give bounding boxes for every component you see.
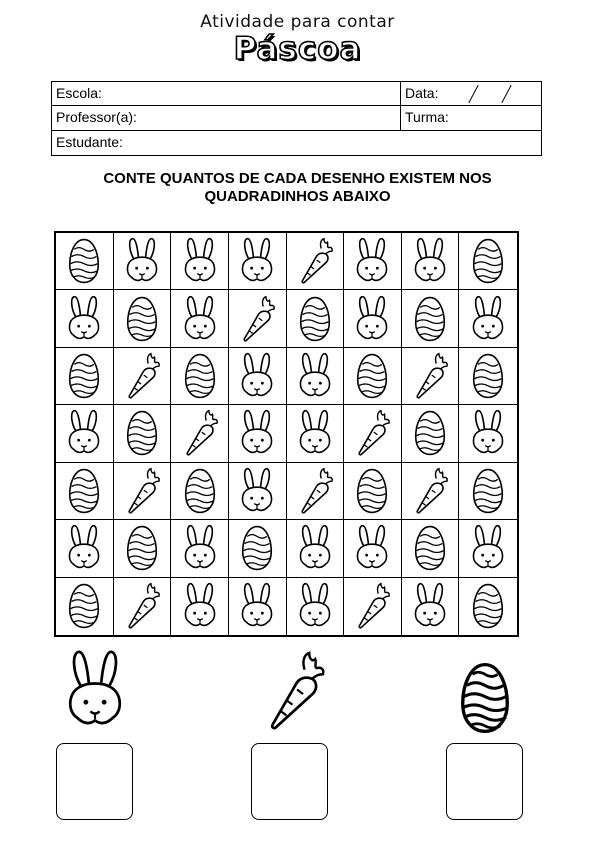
bunny-icon [234,351,280,401]
egg-icon [407,294,453,344]
bunny-icon [234,408,280,458]
grid-cell [459,290,517,347]
grid-cell [287,290,345,347]
grid-cell [344,348,402,405]
bunny-icon [349,523,395,573]
egg-icon [119,408,165,458]
grid-cell [171,290,229,347]
instruction-line: CONTE QUANTOS DE CADA DESENHO EXISTEM NOS [103,170,492,187]
grid-cell [402,348,460,405]
grid-cell [114,463,172,520]
date-field[interactable] [401,82,541,105]
grid-cell [344,290,402,347]
grid-cell [229,348,287,405]
grid-cell [171,463,229,520]
egg-icon [61,466,107,516]
grid-cell [402,578,460,635]
date-separator [468,85,478,103]
bunny-icon [465,408,511,458]
grid-cell [287,463,345,520]
carrot-icon [119,466,165,516]
carrot-icon [349,581,395,631]
bunny-icon [465,294,511,344]
grid-cell [344,233,402,290]
counting-grid [54,231,519,637]
grid-cell [287,578,345,635]
student-field[interactable]: Estudante: [56,133,123,150]
class-field[interactable]: Turma: [405,109,449,126]
bunny-icon [61,408,107,458]
grid-cell [344,405,402,462]
carrot-icon [407,351,453,401]
bunny-icon [349,294,395,344]
legend-bunny [60,645,130,739]
teacher-field[interactable]: Professor(a): [52,106,401,129]
egg-icon [407,408,453,458]
grid-cell [114,233,172,290]
carrot-icon [119,581,165,631]
grid-cell [229,405,287,462]
egg-icon [465,466,511,516]
grid-cell [287,405,345,462]
egg-icon [465,351,511,401]
answer-box-bunny[interactable] [56,743,133,820]
grid-cell [229,520,287,577]
grid-cell [344,578,402,635]
egg-icon [177,351,223,401]
grid-cell [459,233,517,290]
grid-cell [229,290,287,347]
egg-icon [177,466,223,516]
grid-cell [459,405,517,462]
egg-icon [453,658,517,738]
grid-cell [287,348,345,405]
page-subtitle: Atividade para contar [200,12,395,32]
bunny-icon [177,581,223,631]
grid-cell [56,290,114,347]
grid-cell [114,520,172,577]
page-title: Páscoa [233,31,362,67]
grid-cell [459,578,517,635]
bunny-icon [292,408,338,458]
egg-icon [407,523,453,573]
bunny-icon [177,294,223,344]
grid-cell [402,405,460,462]
carrot-icon [292,466,338,516]
bunny-icon [234,466,280,516]
egg-icon [119,294,165,344]
egg-icon [119,523,165,573]
grid-cell [402,520,460,577]
grid-cell [171,520,229,577]
grid-cell [171,233,229,290]
bunny-icon [234,236,280,286]
carrot-icon [234,294,280,344]
grid-cell [287,520,345,577]
bunny-icon [177,236,223,286]
bunny-icon [292,523,338,573]
bunny-icon [61,523,107,573]
carrot-icon [407,466,453,516]
student-info-form [51,81,542,156]
grid-cell [402,233,460,290]
instruction [0,170,595,206]
grid-cell [229,463,287,520]
bunny-icon [407,236,453,286]
form-row-teacher [52,106,541,130]
grid-cell [56,233,114,290]
egg-icon [349,466,395,516]
bunny-icon [292,581,338,631]
egg-icon [61,581,107,631]
bunny-icon [407,581,453,631]
date-separator [501,85,511,103]
grid-cell [114,348,172,405]
egg-icon [465,236,511,286]
legend-carrot [259,645,329,741]
bunny-icon [61,294,107,344]
bunny-icon [119,236,165,286]
carrot-icon [119,351,165,401]
egg-icon [465,581,511,631]
grid-cell [402,463,460,520]
bunny-icon [465,523,511,573]
form-row-student [52,131,541,155]
form-row-school [52,82,541,106]
instruction-line: QUADRADINHOS ABAIXO [204,188,391,205]
grid-cell [229,233,287,290]
answer-box-carrot[interactable] [251,743,328,820]
grid-cell [171,405,229,462]
bunny-icon [292,351,338,401]
school-field[interactable]: Escola: [52,82,401,105]
bunny-icon [234,581,280,631]
grid-cell [56,348,114,405]
grid-cell [171,348,229,405]
legend-egg [453,658,517,742]
grid-cell [114,405,172,462]
grid-cell [56,520,114,577]
bunny-icon [60,645,130,735]
egg-icon [234,523,280,573]
date-label: Data: [405,85,439,101]
grid-cell [114,578,172,635]
carrot-icon [292,236,338,286]
grid-cell [459,463,517,520]
grid-cell [344,463,402,520]
egg-icon [61,351,107,401]
egg-icon [292,294,338,344]
egg-icon [61,236,107,286]
answer-box-egg[interactable] [446,743,523,820]
grid-cell [114,290,172,347]
carrot-icon [349,408,395,458]
grid-cell [459,520,517,577]
grid-cell [56,405,114,462]
grid-cell [287,233,345,290]
grid-cell [229,578,287,635]
grid-cell [402,290,460,347]
bunny-icon [349,236,395,286]
grid-cell [56,463,114,520]
bunny-icon [177,523,223,573]
carrot-icon [177,408,223,458]
grid-cell [459,348,517,405]
grid-cell [171,578,229,635]
page-header [0,12,595,67]
carrot-icon [259,645,329,737]
grid-cell [344,520,402,577]
grid-cell [56,578,114,635]
egg-icon [349,351,395,401]
